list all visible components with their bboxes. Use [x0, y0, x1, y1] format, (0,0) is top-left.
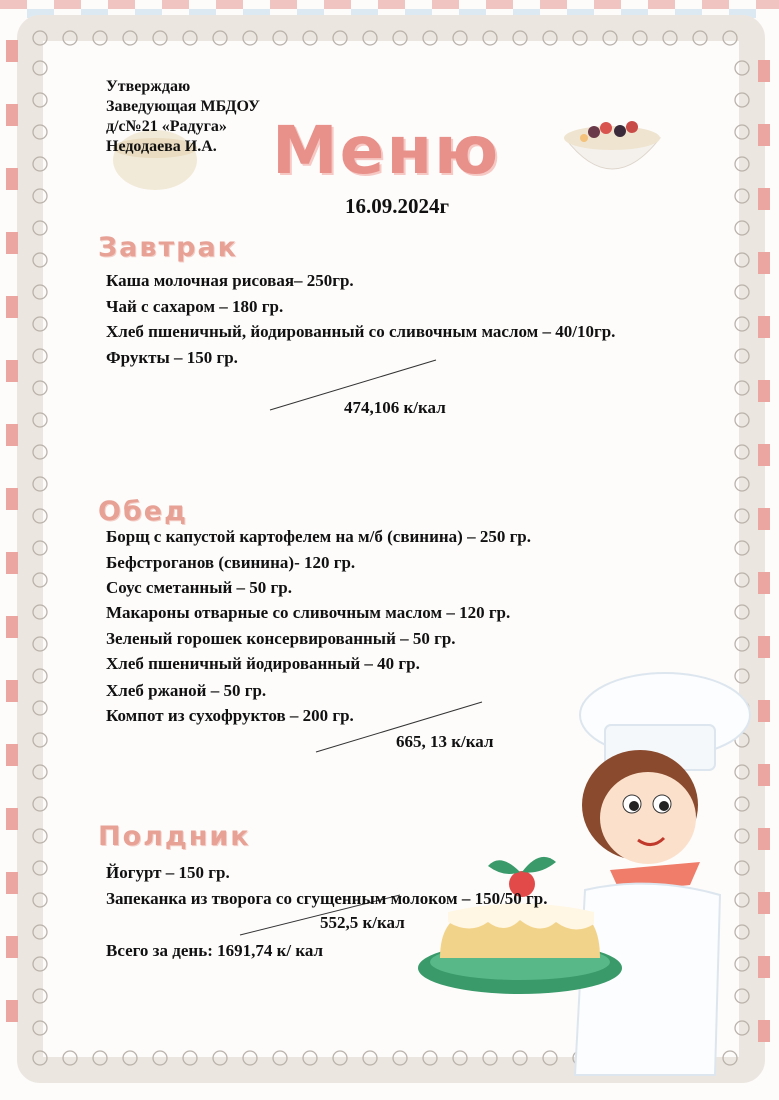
lunch-item: Соус сметанный – 50 гр.: [106, 578, 292, 597]
lunch-kcal: 665, 13 к/кал: [396, 732, 494, 751]
breakfast-heading: Завтрак: [98, 232, 239, 263]
breakfast-item: Каша молочная рисовая– 250гр.: [106, 271, 354, 290]
approval-line: Заведующая МБДОУ: [106, 98, 260, 115]
approval-line: д/с№21 «Радуга»: [106, 118, 227, 135]
breakfast-item: Чай с сахаром – 180 гр.: [106, 297, 284, 316]
lunch-item: Компот из сухофруктов – 200 гр.: [106, 706, 354, 725]
approval-line: Недодаева И.А.: [106, 138, 217, 155]
lunch-item: Бефстроганов (свинина)- 120 гр.: [106, 553, 356, 572]
menu-title: Меню: [272, 112, 501, 189]
bowl-right-illustration: [564, 121, 660, 169]
lunch-item: Макароны отварные со сливочным маслом – 120 гр.: [106, 603, 511, 622]
lunch-item: Хлеб пшеничный йодированный – 40 гр.: [106, 654, 420, 673]
lunch-heading: Обед: [98, 496, 188, 527]
snack-kcal: 552,5 к/кал: [320, 913, 405, 932]
breakfast-item: Хлеб пшеничный, йодированный со сливочным маслом – 40/10гр.: [106, 322, 616, 341]
snack-item: Йогурт – 150 гр.: [106, 863, 230, 882]
menu-date: 16.09.2024г: [345, 194, 450, 218]
lunch-item: Борщ с капустой картофелем на м/б (свинина) – 250 гр.: [106, 527, 532, 546]
breakfast-kcal: 474,106 к/кал: [344, 398, 446, 417]
snack-item: Запеканка из творога со сгущенным молоком – 150/50 гр.: [106, 889, 548, 908]
breakfast-item: Фрукты – 150 гр.: [106, 348, 238, 367]
approval-block: [106, 77, 260, 157]
lunch-item: Зеленый горошек консервированный – 50 гр.: [106, 629, 456, 648]
daily-total: Всего за день: 1691,74 к/ кал: [106, 941, 324, 960]
approval-line: Утверждаю: [106, 78, 191, 95]
lunch-item: Хлеб ржаной – 50 гр.: [106, 681, 267, 700]
snack-heading: Полдник: [98, 821, 251, 852]
